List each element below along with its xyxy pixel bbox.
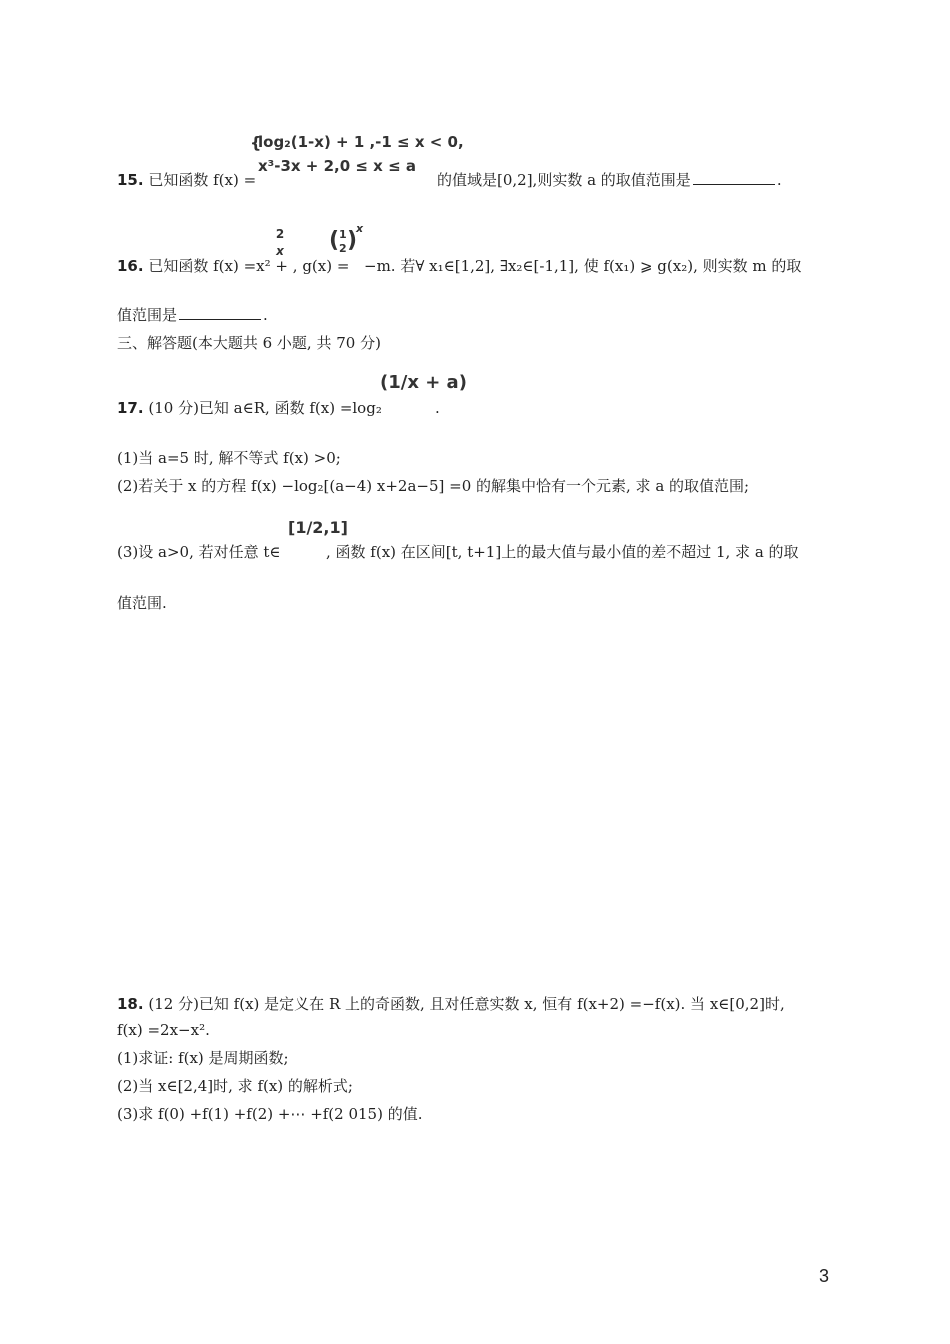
section-heading: 三、解答题(本大题共 6 小题, 共 70 分) xyxy=(117,334,381,352)
page-number: 3 xyxy=(819,1266,830,1286)
q16-paren-open: ( xyxy=(329,228,340,253)
q17-text: (10 分)已知 a∈R, 函数 f(x) =log₂ xyxy=(148,399,382,417)
q17-line xyxy=(117,398,382,418)
q17-arg: (1/x + a) xyxy=(380,372,467,393)
q17-part3a: (3)设 a>0, 若对任意 t∈ xyxy=(117,543,281,561)
q17-part3 xyxy=(117,542,281,562)
q16-exponent: x xyxy=(356,222,364,235)
q18-line1: (12 分)已知 f(x) 是定义在 R 上的奇函数, 且对任意实数 x, 恒有 f(x+2) =−f(x). 当 x∈[0,2]时, xyxy=(148,995,785,1013)
answer-blank xyxy=(693,172,775,185)
q15-tail xyxy=(437,170,782,190)
question-number: 17. xyxy=(117,399,144,417)
q16-line xyxy=(117,256,349,276)
q16-frac-num: 2 xyxy=(275,227,285,241)
q15-line xyxy=(117,170,256,190)
q15-prefix: 已知函数 f(x) = xyxy=(148,171,257,189)
q16-half-num: 1 xyxy=(339,228,347,241)
q17-part2: (2)若关于 x 的方程 f(x) −log₂[(a−4) x+2a−5] =0 的解集中恰有一个元素, 求 a 的取值范围; xyxy=(117,477,750,495)
q16-text-c: −m. 若∀ x₁∈[1,2], ∃x₂∈[-1,1], 使 f(x₁) ⩾ g(x₂), 则实数 m 的取 xyxy=(364,257,802,275)
question-number: 15. xyxy=(117,171,144,189)
q17-part3b: , 函数 f(x) 在区间[t, t+1]上的最大值与最小值的差不超过 1, 求 a 的取 xyxy=(326,543,799,561)
q15-piece2: x³-3x + 2,0 ≤ x ≤ a xyxy=(258,157,416,175)
q16-text-d: 值范围是 xyxy=(117,306,178,324)
q16-text-b: , g(x) = xyxy=(292,257,350,275)
q16-paren-close: ) xyxy=(347,228,358,253)
q18-line2: f(x) =2x−x². xyxy=(117,1021,210,1039)
q15-piece1: log₂(1-x) + 1 ,-1 ≤ x < 0, xyxy=(258,133,464,151)
q16-text-a: 已知函数 f(x) =x² + xyxy=(148,257,288,275)
q17-end: . xyxy=(435,399,440,417)
q16-end: . xyxy=(263,306,268,324)
q17-part3-cont xyxy=(326,542,799,562)
q15-end: . xyxy=(776,171,782,189)
answer-blank xyxy=(179,307,261,320)
q17-part3-line2: 值范围. xyxy=(117,594,167,612)
q15-brace: { xyxy=(250,133,262,152)
q16-half-den: 2 xyxy=(339,242,347,255)
question-number: 16. xyxy=(117,257,144,275)
q18-part2: (2)当 x∈[2,4]时, 求 f(x) 的解析式; xyxy=(117,1077,353,1095)
q16-frac-den: x xyxy=(276,244,284,258)
q17-part1: (1)当 a=5 时, 解不等式 f(x) >0; xyxy=(117,449,341,467)
q16-line-cont xyxy=(364,256,801,276)
q18-part3: (3)求 f(0) +f(1) +f(2) +⋯ +f(2 015) 的值. xyxy=(117,1105,423,1123)
q15-suffix: 的值域是[0,2],则实数 a 的取值范围是 xyxy=(437,171,691,189)
q18-line xyxy=(117,994,785,1014)
q17-interval: [1/2,1] xyxy=(288,518,348,537)
q16-line2 xyxy=(117,305,268,325)
q18-part1: (1)求证: f(x) 是周期函数; xyxy=(117,1049,289,1067)
question-number: 18. xyxy=(117,995,144,1013)
